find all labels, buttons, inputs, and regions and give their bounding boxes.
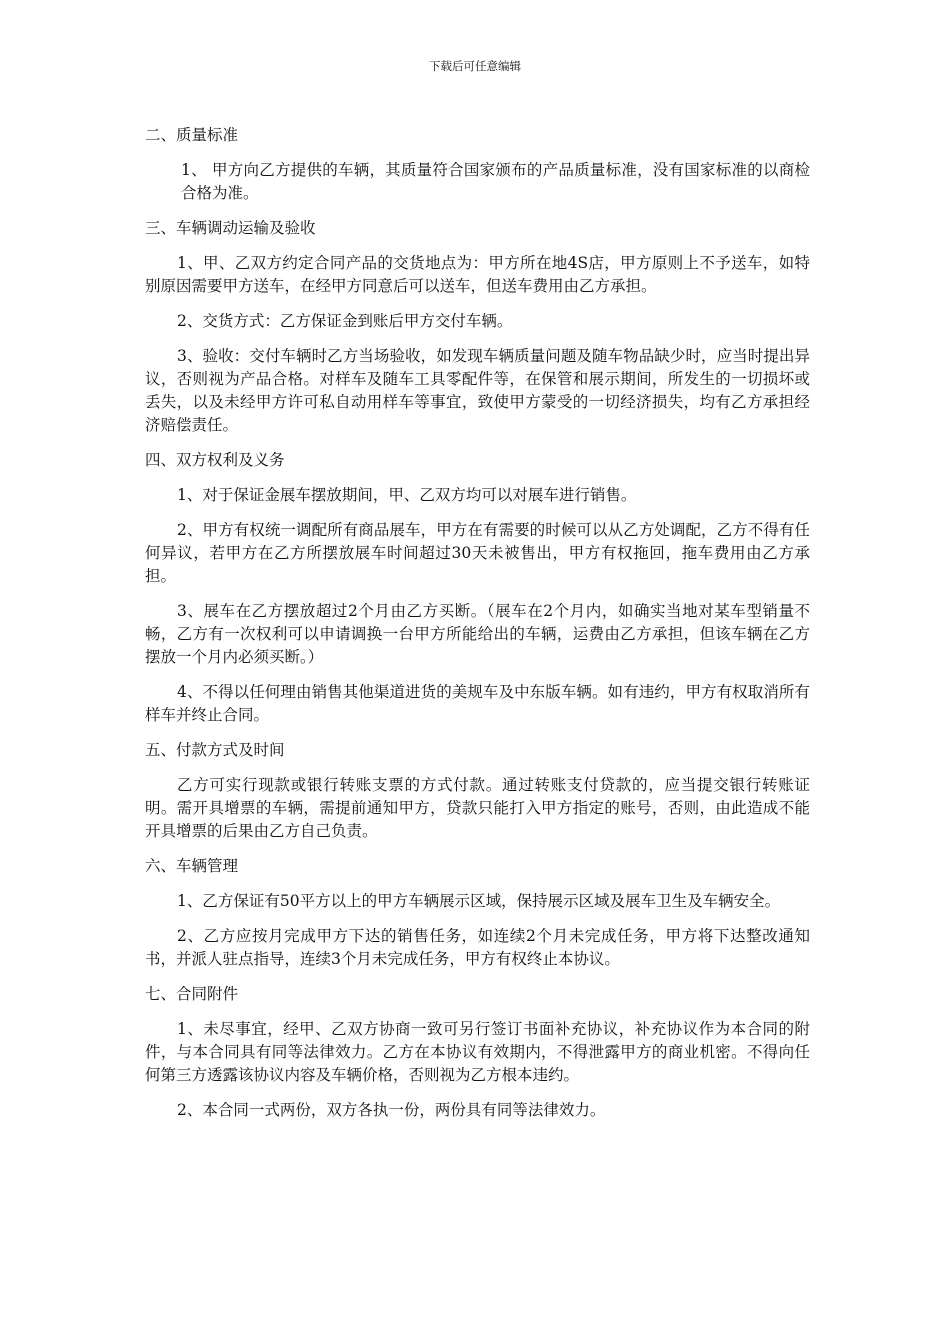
paragraph: 3、展车在乙方摆放超过2个月由乙方买断。（展车在2个月内，如确实当地对某车型销量不畅，乙方有一次权利可以申请调换一台甲方所能给出的车辆，运费由乙方承担，但该车辆在乙方摆放一个月内必须买断。） <box>145 602 810 666</box>
paragraph: 乙方可实行现款或银行转账支票的方式付款。通过转账支付贷款的，应当提交银行转账证明。需开具增票的车辆，需提前通知甲方，贷款只能打入甲方指定的账号，否则，由此造成不能开具增票的后果由乙方自己负责。 <box>145 776 810 840</box>
paragraph: 1、未尽事宜，经甲、乙双方协商一致可另行签订书面补充协议，补充协议作为本合同的附件，与本合同具有同等法律效力。乙方在本协议有效期内，不得泄露甲方的商业机密。不得向任何第三方透露该协议内容及车辆价格，否则视为乙方根本违约。 <box>145 1020 810 1084</box>
paragraph: 2、交货方式：乙方保证金到账后甲方交付车辆。 <box>177 312 513 330</box>
paragraph: 3、验收：交付车辆时乙方当场验收，如发现车辆质量问题及随车物品缺少时，应当时提出异议，否则视为产品合格。对样车及随车工具零配件等，在保管和展示期间，所发生的一切损坏或丢失，以及未经甲方许可私自动用样车等事宜，致使甲方蒙受的一切经济损失，均有乙方承担经济赔偿责任。 <box>145 347 810 434</box>
page-header-note: 下载后可任意编辑 <box>429 59 521 73</box>
section-heading-transport: 三、车辆调动运输及验收 <box>145 219 316 237</box>
paragraph: 2、本合同一式两份，双方各执一份，两份具有同等法律效力。 <box>177 1101 606 1119</box>
section-heading-rights: 四、双方权利及义务 <box>145 451 285 469</box>
document-body <box>145 124 810 1134</box>
paragraph: 2、甲方有权统一调配所有商品展车，甲方在有需要的时候可以从乙方处调配，乙方不得有任何异议，若甲方在乙方所摆放展车时间超过30天未被售出，甲方有权拖回，拖车费用由乙方承担。 <box>145 521 810 585</box>
section-heading-vehicle-management: 六、车辆管理 <box>145 857 239 875</box>
section-heading-attachments: 七、合同附件 <box>145 985 239 1003</box>
section-heading-quality: 二、质量标准 <box>145 126 239 144</box>
paragraph: 1、乙方保证有50平方以上的甲方车辆展示区域，保持展示区域及展车卫生及车辆安全。 <box>177 892 781 910</box>
paragraph: 1、甲、乙双方约定合同产品的交货地点为：甲方所在地4S店，甲方原则上不予送车，如特别原因需要甲方送车，在经甲方同意后可以送车，但送车费用由乙方承担。 <box>145 254 810 295</box>
paragraph: 1、对于保证金展车摆放期间，甲、乙双方均可以对展车进行销售。 <box>177 486 637 504</box>
section-heading-payment: 五、付款方式及时间 <box>145 741 285 759</box>
paragraph: 1、 甲方向乙方提供的车辆，其质量符合国家颁布的产品质量标准，没有国家标准的以商检合格为准。 <box>181 161 810 202</box>
paragraph: 4、不得以任何理由销售其他渠道进货的美规车及中东版车辆。如有违约，甲方有权取消所有样车并终止合同。 <box>145 683 810 724</box>
paragraph: 2、乙方应按月完成甲方下达的销售任务，如连续2个月未完成任务，甲方将下达整改通知书，并派人驻点指导，连续3个月未完成任务，甲方有权终止本协议。 <box>145 927 810 968</box>
